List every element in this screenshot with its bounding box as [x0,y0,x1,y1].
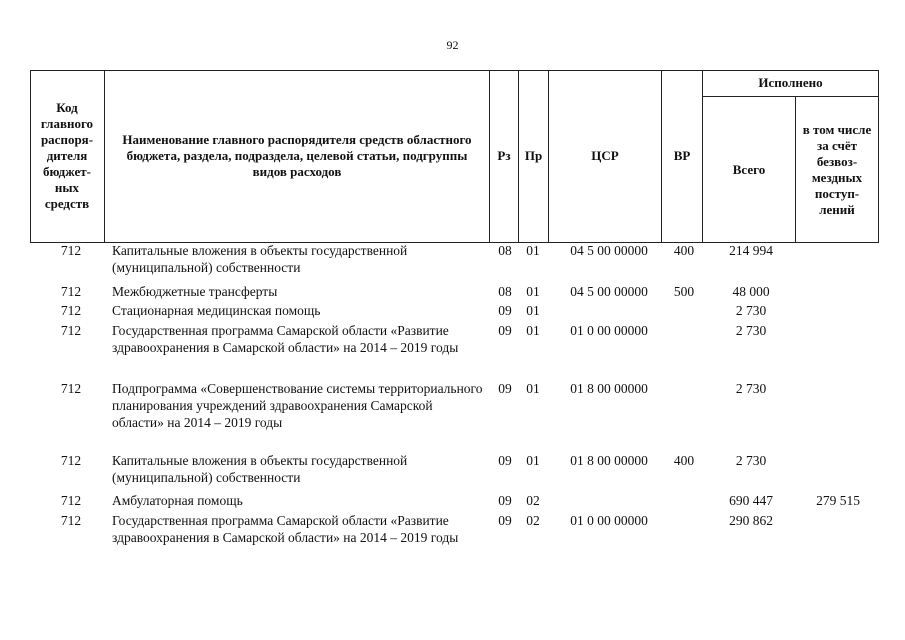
cell-pr: 01 [526,453,540,468]
cell-rz: 08 [498,284,512,299]
page-number: 92 [446,38,459,52]
header-code: Код главного распоря-дителя бюджет-ных средств [40,100,94,211]
cell-pr: 01 [526,381,540,396]
cell-code: 712 [60,303,82,318]
cell-csr: 01 8 00 00000 [570,453,648,468]
cell-csr: 01 0 00 00000 [570,513,648,528]
cell-rz: 09 [498,513,512,528]
col-border [795,96,796,243]
header-executed: Исполнено [758,75,823,90]
header-rz: Рз [497,148,511,163]
header-total: Всего [732,161,766,177]
cell-total: 2 730 [735,323,767,338]
col-border [878,70,879,243]
cell-csr: 01 0 00 00000 [570,323,648,338]
cell-rz: 09 [498,381,512,396]
cell-pr: 01 [526,284,540,299]
cell-pr: 02 [526,493,540,508]
cell-csr: 04 5 00 00000 [570,284,648,299]
header-vr: ВР [673,148,691,163]
cell-total: 690 447 [729,493,773,508]
header-name: Наименование главного распорядителя средств областного бюджета, раздела, подраздела, целевой статьи, подгруппы видов расходов [122,132,472,179]
cell-name: Капитальные вложения в объекты государственной (муниципальной) собственности [112,243,408,275]
cell-free: 279 515 [816,493,860,508]
cell-code: 712 [60,284,82,299]
cell-vr: 400 [673,453,695,468]
cell-name: Амбулаторная помощь [112,493,243,508]
cell-total: 48 000 [732,284,770,299]
header-free: в том числе за счёт безвоз-мездных поступ-лений [802,121,872,217]
cell-name: Подпрограмма «Совершенствование системы территориального планирования учреждений здравоохранения Самарской области» на 2014 – 2019 годы [112,381,483,430]
cell-rz: 09 [498,493,512,508]
cell-code: 712 [60,323,82,338]
cell-csr: 01 8 00 00000 [570,381,648,396]
cell-pr: 01 [526,323,540,338]
cell-code: 712 [60,243,82,258]
cell-pr: 02 [526,513,540,528]
header-pr: Пр [524,148,543,163]
cell-pr: 01 [526,243,540,258]
cell-name: Государственная программа Самарской области «Развитие здравоохранения в Самарской области» на 2014 – 2019 годы [112,513,459,545]
cell-total: 2 730 [735,381,767,396]
cell-rz: 09 [498,453,512,468]
cell-name: Государственная программа Самарской области «Развитие здравоохранения в Самарской области» на 2014 – 2019 годы [112,323,459,355]
header-csr: ЦСР [591,148,619,163]
cell-code: 712 [60,453,82,468]
cell-total: 214 994 [729,243,773,258]
cell-code: 712 [60,381,82,396]
cell-code: 712 [60,513,82,528]
cell-total: 290 862 [729,513,773,528]
cell-vr: 500 [673,284,695,299]
cell-vr: 400 [673,243,695,258]
cell-csr: 04 5 00 00000 [570,243,648,258]
cell-name: Межбюджетные трансферты [112,284,278,299]
cell-rz: 09 [498,323,512,338]
col-border [104,70,105,243]
cell-rz: 09 [498,303,512,318]
cell-total: 2 730 [735,453,767,468]
cell-total: 2 730 [735,303,767,318]
cell-pr: 01 [526,303,540,318]
cell-name: Капитальные вложения в объекты государственной (муниципальной) собственности [112,453,408,485]
cell-name: Стационарная медицинская помощь [112,303,321,318]
cell-rz: 08 [498,243,512,258]
cell-code: 712 [60,493,82,508]
